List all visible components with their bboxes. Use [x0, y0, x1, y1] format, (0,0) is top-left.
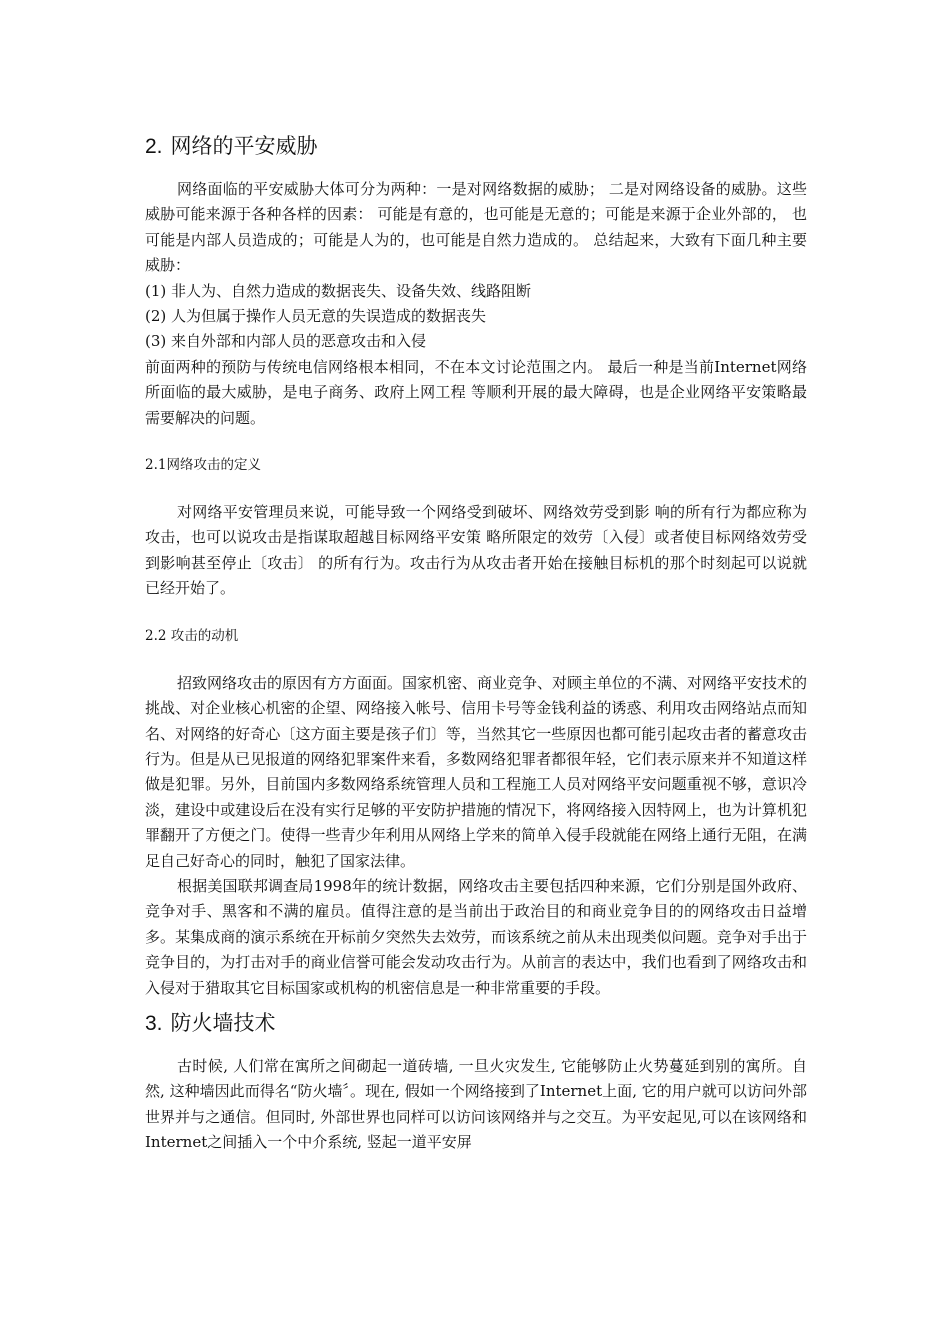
- threat-item-2: (2) 人为但属于操作人员无意的失误造成的数据丧失: [145, 307, 487, 326]
- threat-item-1: (1) 非人为、自然力造成的数据丧失、设备失效、线路阻断: [145, 281, 532, 300]
- section-2-1-body: 对网络平安管理员来说，可能导致一个网络受到破坏、网络效劳受到影 响的所有行为都应称为攻击，也可以说攻击是指谋取超越目标网络平安策 略所限定的效劳〔入侵〕或者使目标网络效劳受到影响甚至停止〔攻击〕 的所有行为。攻击行为从攻击者开始在接触目标机的那个时刻起可以说就 已经开始了。: [145, 503, 807, 598]
- section-3-heading: [145, 1007, 807, 1040]
- section-3-body: 古时候, 人们常在寓所之间砌起一道砖墙, 一旦火灾发生, 它能够防止火势蔓延到别的寓所。自然, 这种墙因此而得名“防火墙〞。现在, 假如一个网络接到了Internet上面, 它的用户就可以访问外部世界并与之通信。但同时, 外部世界也同样可以访问该网络并与之交互。为平安起见,可以在该网络和Internet之间插入一个中介系统, 竖起一道平安屏: [145, 1056, 807, 1152]
- section-2-intro: 网络面临的平安威胁大体可分为两种：一是对网络数据的威胁； 二是对网络设备的威胁。这些威胁可能来源于各种各样的因素： 可能是有意的，也可能是无意的；可能是来源于企业外部的， 也可能是内部人员造成的；可能是人为的，也可能是自然力造成的。 总结起来，大致有下面几种主要威胁：: [145, 180, 807, 275]
- section-2-2-para-2: 根据美国联邦调查局1998年的统计数据，网络攻击主要包括四种来源，它们分别是国外政府、竞争对手、黑客和不满的雇员。值得注意的是当前出于政治目的和商业竞争目的的网络攻击日益增多。某集成商的演示系统在开标前夕突然失去效劳，而该系统之前从未出现类似问题。竞争对手出于竞争目的，为打击对手的商业信誉可能会发动攻击行为。从前言的表达中，我们也看到了网络攻击和入侵对于猎取其它目标国家或机构的机密信息是一种非常重要的手段。: [145, 876, 807, 997]
- section-2-2-heading: 2.2 攻击的动机: [145, 627, 239, 644]
- threat-item-3: (3) 来自外部和内部人员的恶意攻击和入侵: [145, 332, 427, 351]
- section-2-heading: [145, 130, 807, 163]
- document-page: [145, 130, 807, 1156]
- section-2-2-para-1: 招致网络攻击的原因有方方面面。国家机密、商业竞争、对顾主单位的不满、对网络平安技术的挑战、对企业核心机密的企望、网络接入帐号、信用卡号等金钱利益的诱惑、利用攻击网络站点而知名、对网络的好奇心〔这方面主要是孩子们〕等，当然其它一些原因也都可能引起攻击者的蓄意攻击行为。但是从已见报道的网络犯罪案件来看，多数网络犯罪者都很年轻，它们表示原来并不知道这样做是犯罪。另外，目前国内多数网络系统管理人员和工程施工人员对网络平安问题重视不够，意识冷淡，建设中或建设后在没有实行足够的平安防护措施的情况下，将网络接入因特网上，也为计算机犯罪翻开了方便之门。使得一些青少年利用从网络上学来的简单入侵手段就能在网络上通行无阻，在满足自己好奇心的同时，触犯了国家法律。: [145, 673, 808, 870]
- section-3-title: 防火墙技术: [170, 1010, 276, 1035]
- section-2-number: 2.: [145, 135, 163, 158]
- section-2-closing: 前面两种的预防与传统电信网络根本相同，不在本文讨论范围之内。 最后一种是当前Internet网络所面临的最大威胁，是电子商务、政府上网工程 等顺利开展的最大障碍，也是企业网络平安策略最需要解决的问题。: [145, 357, 807, 427]
- section-2-1-heading: 2.1网络攻击的定义: [145, 457, 261, 474]
- section-3-number: 3.: [145, 1011, 163, 1035]
- section-2-title: 网络的平安威胁: [170, 134, 318, 158]
